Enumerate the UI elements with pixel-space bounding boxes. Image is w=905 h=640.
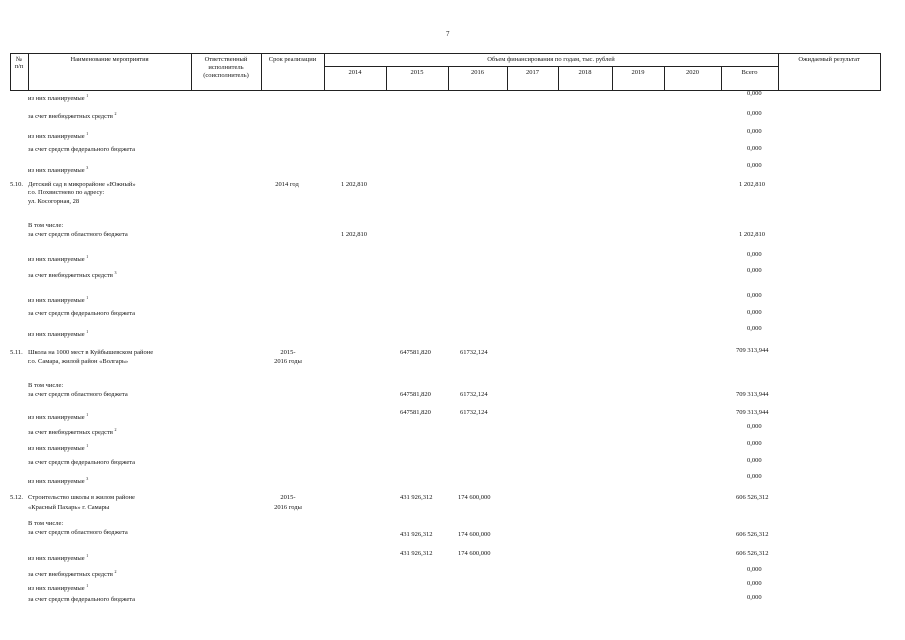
header-divider bbox=[880, 54, 881, 90]
header-year: 2017 bbox=[526, 69, 539, 76]
total-value: 0,000 bbox=[747, 457, 762, 464]
header-result: Ожидаемый результат bbox=[798, 56, 860, 63]
row-regional: за счет средств областного бюджета bbox=[28, 231, 128, 238]
row-planned: из них планируемые $^1$ bbox=[28, 254, 89, 263]
header-responsible-3: (соисполнитель) bbox=[203, 72, 249, 79]
value-2015: 647581,820 bbox=[400, 409, 431, 416]
row-extra: за счет внебюджетных средств $^3$ bbox=[28, 270, 117, 279]
header-funding: Объем финансирования по годам, тыс. рублей bbox=[487, 56, 615, 63]
value-2016: 174 600,000 bbox=[458, 494, 491, 501]
total-value: 709 313,944 bbox=[736, 347, 769, 354]
header-responsible-1: Ответственный bbox=[204, 56, 248, 63]
total-value: 0,000 bbox=[747, 251, 762, 258]
row-regional: за счет средств областного бюджета bbox=[28, 391, 128, 398]
table-header bbox=[10, 53, 881, 91]
section-title: Строительство школы в жилом районе bbox=[28, 494, 135, 501]
section-title: ул. Косогорная, 28 bbox=[28, 198, 80, 205]
row-incl: В том числе: bbox=[28, 222, 64, 229]
value-2016: 61732,124 bbox=[460, 349, 488, 356]
total-value: 606 526,312 bbox=[736, 550, 769, 557]
row-extra: за счет внебюджетных средств $^2$ bbox=[28, 569, 117, 578]
row-planned: из них планируемые $^1$ bbox=[28, 295, 89, 304]
value-2015: 647581,820 bbox=[400, 349, 431, 356]
total-value: 0,000 bbox=[747, 423, 762, 430]
row-regional: за счет средств областного бюджета bbox=[28, 529, 128, 536]
total-value: 0,000 bbox=[747, 292, 762, 299]
section-term: 2016 годы bbox=[274, 358, 302, 365]
section-term: 2014 год bbox=[275, 181, 299, 188]
row-planned: из них планируемые $^1$ bbox=[28, 412, 89, 421]
total-value: 1 202,810 bbox=[739, 231, 765, 238]
header-term: Срок реализации bbox=[268, 56, 317, 63]
value-2016: 174 600,000 bbox=[458, 550, 491, 557]
row-incl: В том числе: bbox=[28, 520, 64, 527]
section-term: 2015- bbox=[280, 494, 296, 501]
total-value: 0,000 bbox=[747, 162, 762, 169]
total-value: 0,000 bbox=[747, 325, 762, 332]
row-planned: из них планируемые $^1$ bbox=[28, 583, 89, 592]
row-planned: из них планируемые $^1$ bbox=[28, 329, 89, 338]
total-value: 0,000 bbox=[747, 110, 762, 117]
value-2016: 174 600,000 bbox=[458, 531, 491, 538]
total-value: 0,000 bbox=[747, 267, 762, 274]
header-year: 2014 bbox=[348, 69, 362, 76]
value-2016: 61732,124 bbox=[460, 409, 488, 416]
header-divider bbox=[324, 66, 778, 67]
total-value: 606 526,312 bbox=[736, 531, 769, 538]
value-2015: 431 926,312 bbox=[400, 494, 433, 501]
header-no: № bbox=[15, 56, 23, 63]
section-title: Детский сад в микрорайоне «Южный» bbox=[28, 181, 136, 188]
row-planned: из них планируемые $^1$ bbox=[28, 93, 89, 102]
total-value: 1 202,810 bbox=[739, 181, 765, 188]
value-2015: 431 926,312 bbox=[400, 531, 433, 538]
row-planned: из них планируемые $^3$ bbox=[28, 165, 89, 174]
section-number: 5.12. bbox=[10, 494, 23, 501]
header-year: 2020 bbox=[686, 69, 699, 76]
total-value: 0,000 bbox=[747, 473, 762, 480]
row-incl: В том числе: bbox=[28, 382, 64, 389]
header-year: 2019 bbox=[631, 69, 645, 76]
row-planned: из них планируемые $^3$ bbox=[28, 476, 89, 485]
total-value: 0,000 bbox=[747, 128, 762, 135]
total-value: 0,000 bbox=[747, 90, 762, 97]
header-year: 2016 bbox=[471, 69, 484, 76]
value-2015: 647581,820 bbox=[400, 391, 431, 398]
total-value: 0,000 bbox=[747, 594, 762, 601]
section-title: Школа на 1000 мест в Куйбышевском районе bbox=[28, 349, 154, 356]
row-planned: из них планируемые $^1$ bbox=[28, 553, 89, 562]
total-value: 0,000 bbox=[747, 145, 762, 152]
section-term: 2015- bbox=[280, 349, 296, 356]
section-number: 5.11. bbox=[10, 349, 23, 356]
header-no-2: п/п bbox=[14, 63, 24, 70]
value-2014: 1 202,810 bbox=[341, 231, 367, 238]
section-number: 5.10. bbox=[10, 181, 23, 188]
section-term: 2016 годы bbox=[274, 504, 302, 511]
page-number: 7 bbox=[446, 30, 450, 38]
section-title: «Красный Пахарь» г. Самары bbox=[28, 504, 110, 511]
value-2016: 61732,124 bbox=[460, 391, 488, 398]
total-value: 709 313,944 bbox=[736, 391, 769, 398]
value-2015: 431 926,312 bbox=[400, 550, 433, 557]
total-value: 0,000 bbox=[747, 580, 762, 587]
header-year: 2015 bbox=[410, 69, 424, 76]
section-title: г.о. Похвистнево по адресу: bbox=[28, 189, 105, 196]
row-extra: за счет внебюджетных средств $^2$ bbox=[28, 427, 117, 436]
row-planned: из них планируемые $^1$ bbox=[28, 443, 89, 452]
header-responsible-2: исполнитель bbox=[208, 64, 244, 71]
total-value: 0,000 bbox=[747, 566, 762, 573]
total-value: 0,000 bbox=[747, 309, 762, 316]
row-extra: за счет внебюджетных средств $^2$ bbox=[28, 111, 117, 120]
row-federal: за счет средств федерального бюджета bbox=[28, 596, 136, 603]
row-federal: за счет средств федерального бюджета bbox=[28, 459, 136, 466]
total-value: 606 526,312 bbox=[736, 494, 769, 501]
value-2014: 1 202,810 bbox=[341, 181, 367, 188]
row-federal: за счет средств федерального бюджета bbox=[28, 146, 136, 153]
row-federal: за счет средств федерального бюджета bbox=[28, 310, 136, 317]
section-title: г.о. Самара, жилой район «Волгарь» bbox=[28, 358, 129, 365]
total-value: 709 313,944 bbox=[736, 409, 769, 416]
row-planned: из них планируемые $^1$ bbox=[28, 131, 89, 140]
header-year: 2018 bbox=[578, 69, 592, 76]
header-total: Всего bbox=[741, 69, 758, 76]
header-name: Наименование мероприятия bbox=[70, 56, 149, 63]
total-value: 0,000 bbox=[747, 440, 762, 447]
